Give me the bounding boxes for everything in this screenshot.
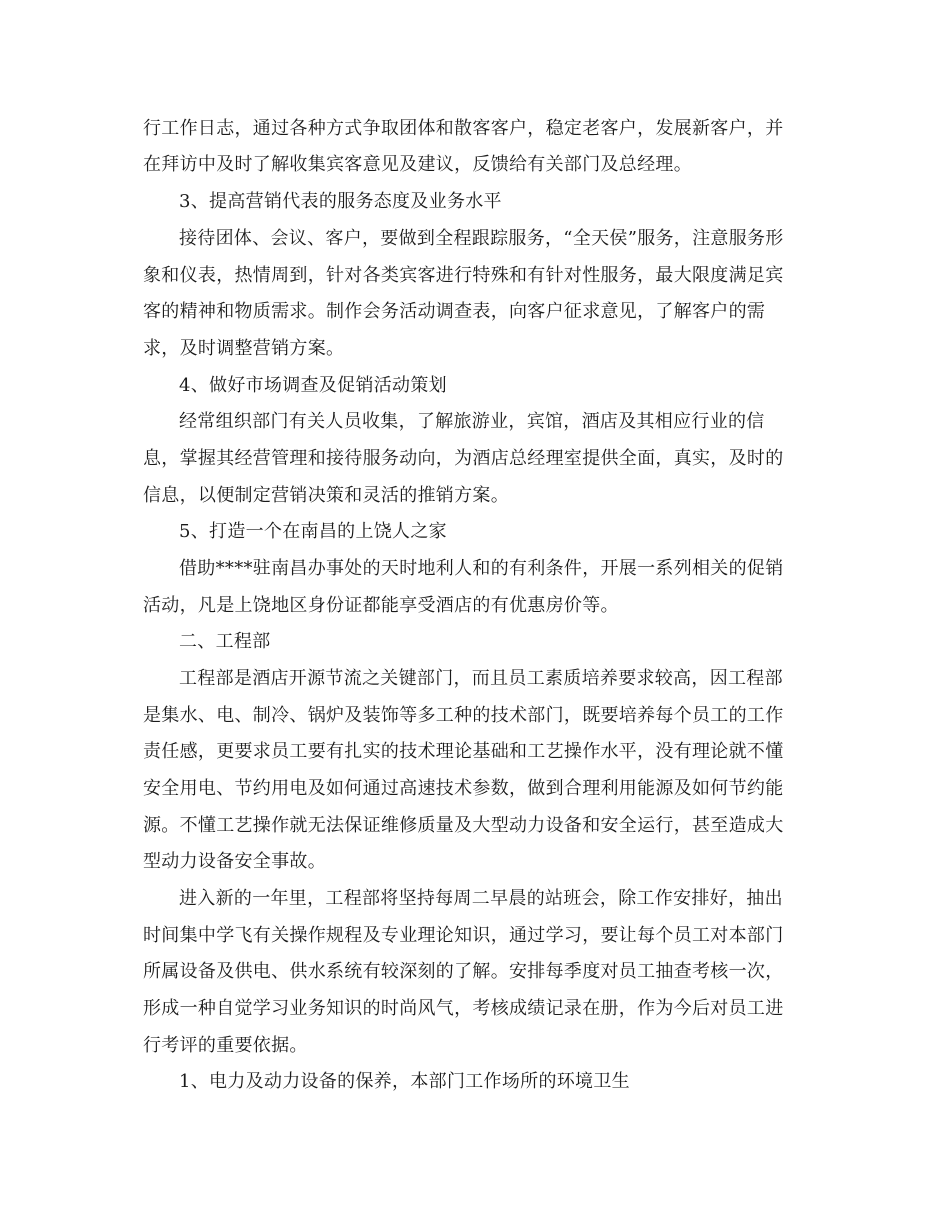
text-line: 接待团体、会议、客户，要做到全程跟踪服务，“全天侯”服务，注意服务形	[179, 228, 784, 249]
section-heading: 4、做好市场调查及促销活动策划	[179, 375, 447, 396]
text-line: 借助****驻南昌办事处的天时地利人和的有利条件，开展一系列相关的促销	[179, 558, 784, 579]
text-line: 行考评的重要依据。	[143, 1035, 308, 1056]
text-line: 时间集中学飞有关操作规程及专业理论知识，通过学习，要让每个员工对本部门	[143, 925, 784, 946]
text-line: 在拜访中及时了解收集宾客意见及建议，反馈给有关部门及总经理。	[143, 154, 692, 175]
text-line: 求，及时调整营销方案。	[143, 338, 345, 359]
text-line: 是集水、电、制冷、锅炉及装饰等多工种的技术部门，既要培养每个员工的工作	[143, 705, 784, 726]
text-line: 责任感，更要求员工要有扎实的技术理论基础和工艺操作水平，没有理论就不懂	[143, 741, 784, 762]
text-line: 活动，凡是上饶地区身份证都能享受酒店的有优惠房价等。	[143, 595, 619, 616]
text-line: 息，掌握其经营管理和接待服务动向，为酒店总经理室提供全面，真实，及时的	[143, 448, 784, 469]
section-heading: 1、电力及动力设备的保养，本部门工作场所的环境卫生	[179, 1071, 630, 1092]
text-line: 经常组织部门有关人员收集，了解旅游业，宾馆，酒店及其相应行业的信	[179, 411, 765, 432]
text-line: 源。不懂工艺操作就无法保证维修质量及大型动力设备和安全运行，甚至造成大	[143, 815, 784, 836]
text-line: 信息，以便制定营销决策和灵活的推销方案。	[143, 485, 509, 506]
section-heading: 5、打造一个在南昌的上饶人之家	[179, 521, 447, 542]
text-line: 象和仪表，热情周到，针对各类宾客进行特殊和有针对性服务，最大限度满足宾	[143, 265, 784, 286]
text-line: 安全用电、节约用电及如何通过高速技术参数，做到合理利用能源及如何节约能	[143, 778, 784, 799]
text-line: 客的精神和物质需求。制作会务活动调查表，向客户征求意见，了解客户的需	[143, 301, 766, 322]
text-line: 形成一种自觉学习业务知识的时尚风气，考核成绩记录在册，作为今后对员工进	[143, 998, 784, 1019]
text-line: 行工作日志，通过各种方式争取团体和散客客户，稳定老客户，发展新客户，并	[143, 118, 784, 139]
text-line: 工程部是酒店开源节流之关键部门，而且员工素质培养要求较高，因工程部	[179, 668, 783, 689]
section-heading: 二、工程部	[179, 631, 271, 652]
text-line: 进入新的一年里，工程部将坚持每周二早晨的站班会，除工作安排好，抽出	[179, 888, 783, 909]
text-line: 型动力设备安全事故。	[143, 851, 326, 872]
section-heading: 3、提高营销代表的服务态度及业务水平	[179, 191, 502, 212]
text-line: 所属设备及供电、供水系统有较深刻的了解。安排每季度对员工抽查考核一次，	[143, 961, 784, 982]
